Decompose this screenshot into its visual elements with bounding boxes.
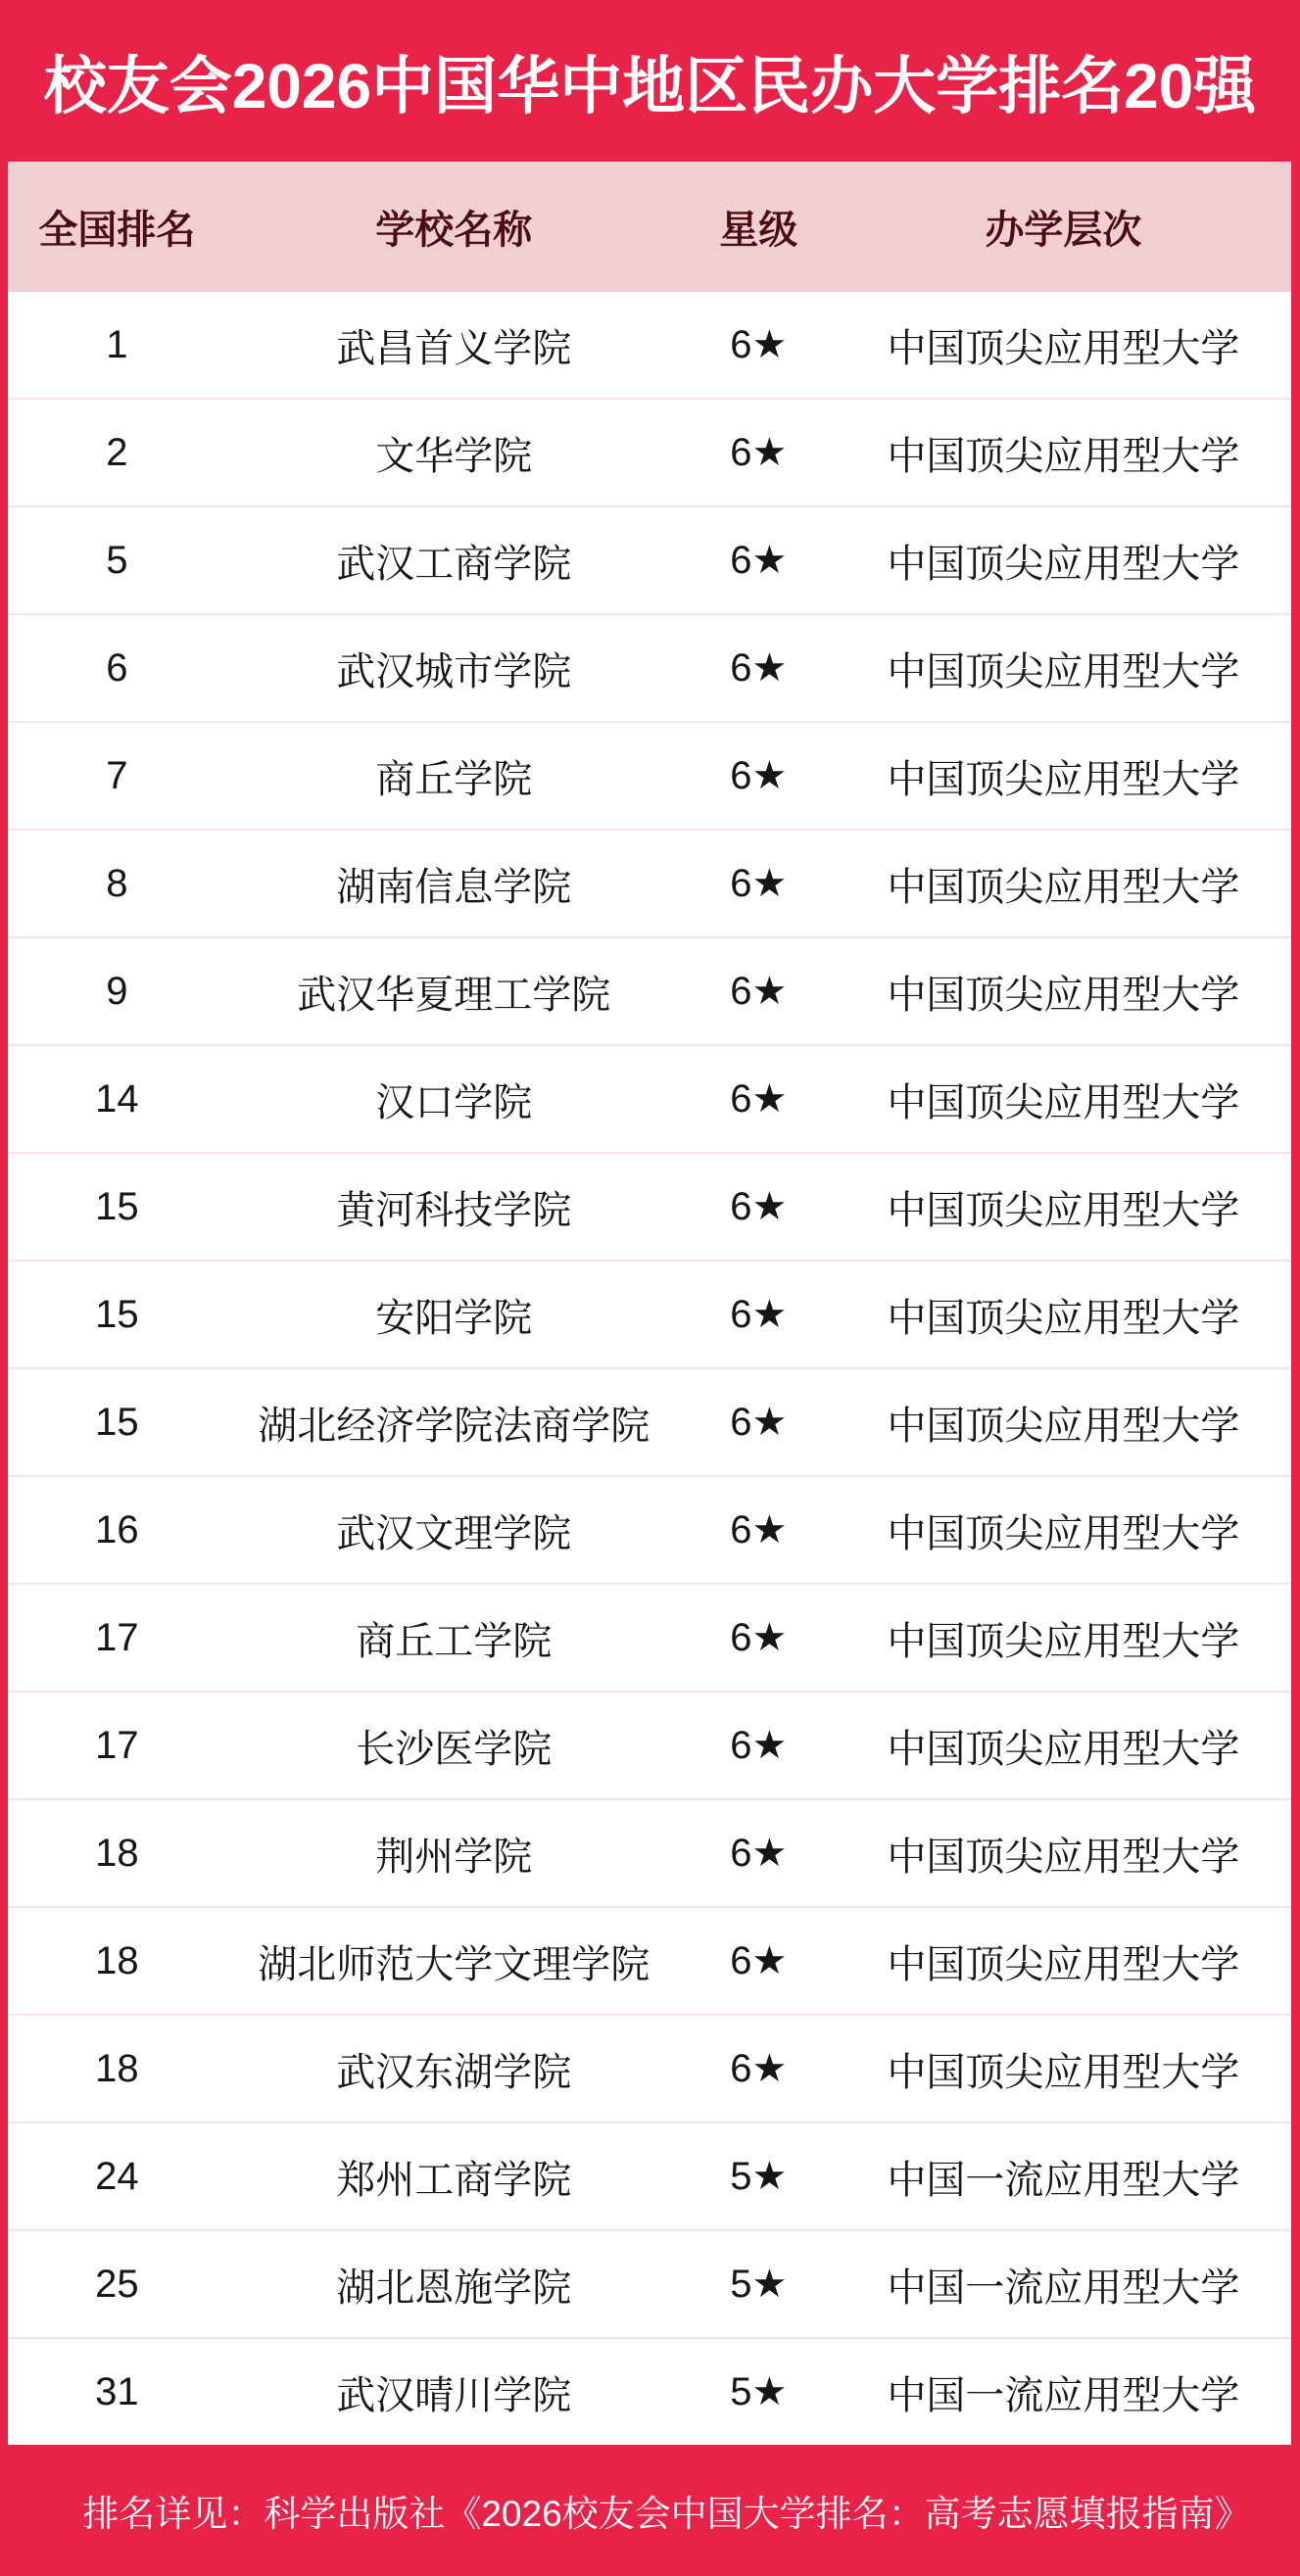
school-name-cell: 安阳学院 <box>375 1296 533 1340</box>
school-name-cell: 长沙医学院 <box>356 1727 553 1771</box>
table-row <box>8 2339 1291 2445</box>
rank-cell: 31 <box>95 2369 139 2413</box>
star-level-cell: 6★ <box>730 1293 788 1336</box>
school-name-cell: 郑州工商学院 <box>336 2158 572 2202</box>
school-name-cell: 汉口学院 <box>375 1080 533 1124</box>
rank-cell: 25 <box>95 2262 139 2306</box>
table-row <box>8 1800 1291 1908</box>
table-row <box>8 2123 1291 2231</box>
star-level-cell: 6★ <box>730 1616 788 1659</box>
star-level-cell: 6★ <box>730 862 788 905</box>
edu-level-cell: 中国顶尖应用型大学 <box>887 434 1240 478</box>
school-name-cell: 湖北师范大学文理学院 <box>258 1942 650 1986</box>
star-level-cell: 6★ <box>730 754 788 797</box>
rank-cell: 15 <box>95 1184 139 1228</box>
edu-level-cell: 中国顶尖应用型大学 <box>887 1835 1240 1879</box>
table-row <box>8 1585 1291 1693</box>
rank-cell: 18 <box>95 2046 139 2090</box>
table-row <box>8 1369 1291 1477</box>
star-level-cell: 6★ <box>730 2047 788 2090</box>
star-level-cell: 6★ <box>730 539 788 582</box>
table-row <box>8 400 1291 507</box>
footer-note: 排名详见：科学出版社《2026校友会中国大学排名：高考志愿填报指南》 <box>82 2494 1251 2534</box>
table-row <box>8 831 1291 938</box>
table-row <box>8 1477 1291 1585</box>
rank-cell: 18 <box>95 1831 139 1875</box>
edu-level-cell: 中国顶尖应用型大学 <box>887 1296 1240 1340</box>
school-name-cell: 武汉晴川学院 <box>336 2373 572 2417</box>
rank-cell: 14 <box>95 1076 139 1121</box>
star-level-cell: 6★ <box>730 431 788 474</box>
star-level-cell: 6★ <box>730 1724 788 1767</box>
school-name-cell: 湖南信息学院 <box>336 865 572 909</box>
edu-level-cell: 中国顶尖应用型大学 <box>887 1942 1240 1986</box>
ranking-table <box>0 162 1300 2445</box>
rank-cell: 2 <box>106 430 128 474</box>
header-cell-star-level: 星级 <box>719 209 798 252</box>
header-cell-edu-level: 办学层次 <box>985 209 1142 252</box>
table-row <box>8 1046 1291 1154</box>
star-level-cell: 6★ <box>730 1185 788 1228</box>
table-row <box>8 1154 1291 1262</box>
table-row <box>8 292 1291 400</box>
table-row <box>8 507 1291 615</box>
rank-cell: 1 <box>106 322 128 366</box>
school-name-cell: 武汉东湖学院 <box>336 2050 572 2094</box>
edu-level-cell: 中国顶尖应用型大学 <box>887 2050 1240 2094</box>
page-title: 校友会2026中国华中地区民办大学排名20强 <box>43 50 1257 121</box>
rank-cell: 17 <box>95 1723 139 1767</box>
rank-cell: 15 <box>95 1292 139 1336</box>
table-row <box>8 1908 1291 2016</box>
edu-level-cell: 中国顶尖应用型大学 <box>887 1080 1240 1124</box>
star-level-cell: 5★ <box>730 2370 788 2413</box>
rank-cell: 6 <box>106 645 128 690</box>
table-row <box>8 1262 1291 1369</box>
star-level-cell: 6★ <box>730 1401 788 1444</box>
edu-level-cell: 中国顶尖应用型大学 <box>887 1727 1240 1771</box>
rank-cell: 15 <box>95 1400 139 1444</box>
school-name-cell: 武汉文理学院 <box>336 1511 572 1555</box>
edu-level-cell: 中国顶尖应用型大学 <box>887 973 1240 1017</box>
star-level-cell: 6★ <box>730 1508 788 1551</box>
star-level-cell: 6★ <box>730 646 788 690</box>
edu-level-cell: 中国顶尖应用型大学 <box>887 542 1240 586</box>
star-level-cell: 6★ <box>730 1077 788 1121</box>
table-row <box>8 2231 1291 2339</box>
school-name-cell: 武汉城市学院 <box>336 649 572 693</box>
star-level-cell: 5★ <box>730 2263 788 2306</box>
school-name-cell: 文华学院 <box>375 434 533 478</box>
school-name-cell: 武昌首义学院 <box>336 326 572 370</box>
star-level-cell: 6★ <box>730 323 788 366</box>
edu-level-cell: 中国一流应用型大学 <box>887 2373 1240 2417</box>
star-level-cell: 6★ <box>730 1832 788 1875</box>
star-level-cell: 6★ <box>730 970 788 1013</box>
star-level-cell: 6★ <box>730 1939 788 1982</box>
table-row <box>8 2016 1291 2123</box>
rank-cell: 7 <box>106 753 128 797</box>
rank-cell: 9 <box>106 969 128 1013</box>
rank-cell: 24 <box>95 2154 139 2198</box>
school-name-cell: 湖北经济学院法商学院 <box>258 1404 650 1448</box>
header-cell-national-rank: 全国排名 <box>38 209 196 252</box>
rank-cell: 18 <box>95 1938 139 1982</box>
rank-cell: 17 <box>95 1615 139 1659</box>
edu-level-cell: 中国顶尖应用型大学 <box>887 649 1240 693</box>
edu-level-cell: 中国顶尖应用型大学 <box>887 326 1240 370</box>
table-row <box>8 938 1291 1046</box>
table-row <box>8 1693 1291 1800</box>
edu-level-cell: 中国顶尖应用型大学 <box>887 1404 1240 1448</box>
school-name-cell: 武汉工商学院 <box>336 542 572 586</box>
rank-cell: 5 <box>106 538 128 582</box>
footer-bar <box>0 2445 1300 2576</box>
school-name-cell: 商丘工学院 <box>356 1619 553 1663</box>
edu-level-cell: 中国一流应用型大学 <box>887 2158 1240 2202</box>
table-body <box>8 292 1291 2445</box>
school-name-cell: 荆州学院 <box>375 1835 533 1879</box>
header-cell-school-name: 学校名称 <box>375 209 533 252</box>
edu-level-cell: 中国顶尖应用型大学 <box>887 865 1240 909</box>
school-name-cell: 商丘学院 <box>375 757 533 801</box>
rank-cell: 16 <box>95 1507 139 1551</box>
star-level-cell: 5★ <box>730 2155 788 2198</box>
edu-level-cell: 中国顶尖应用型大学 <box>887 1188 1240 1232</box>
table-header-row <box>8 162 1291 292</box>
rank-cell: 8 <box>106 861 128 905</box>
table-row <box>8 723 1291 831</box>
table-row <box>8 615 1291 723</box>
school-name-cell: 武汉华夏理工学院 <box>297 973 611 1017</box>
edu-level-cell: 中国一流应用型大学 <box>887 2266 1240 2310</box>
school-name-cell: 湖北恩施学院 <box>336 2266 572 2310</box>
edu-level-cell: 中国顶尖应用型大学 <box>887 1511 1240 1555</box>
edu-level-cell: 中国顶尖应用型大学 <box>887 1619 1240 1663</box>
title-bar <box>0 0 1300 162</box>
edu-level-cell: 中国顶尖应用型大学 <box>887 757 1240 801</box>
school-name-cell: 黄河科技学院 <box>336 1188 572 1232</box>
